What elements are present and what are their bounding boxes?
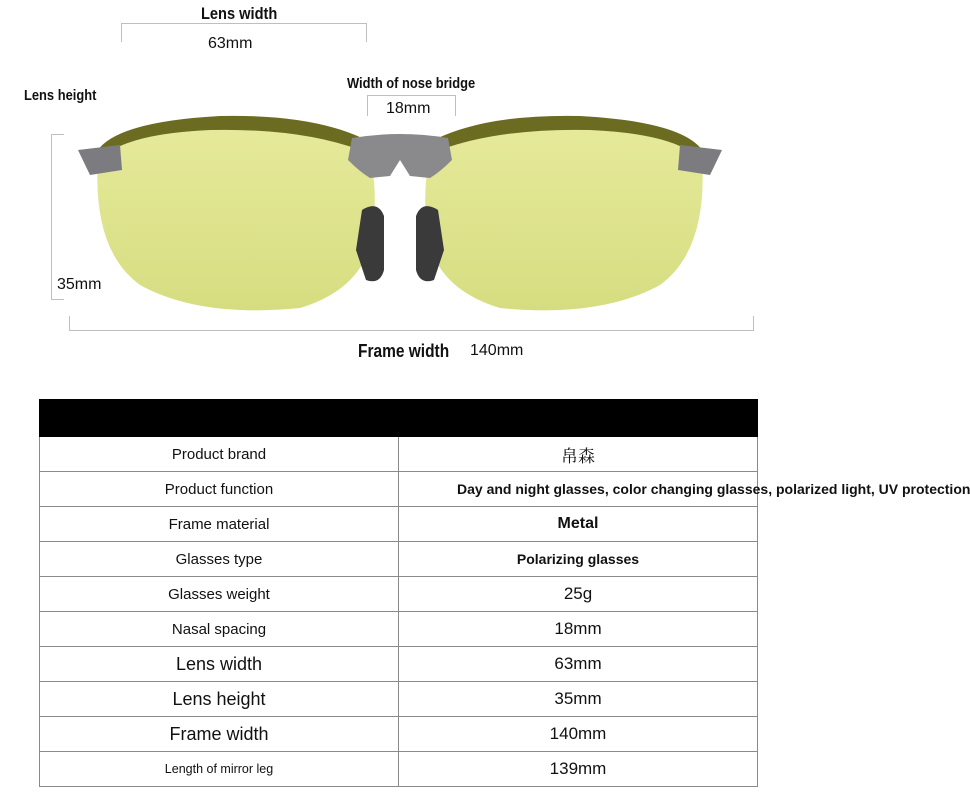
row-label-lens-height: Lens height: [40, 682, 399, 717]
row-value-mirror-leg-length: 139mm: [399, 752, 758, 787]
row-label-lens-width: Lens width: [40, 647, 399, 682]
specification-table: [39, 399, 970, 787]
row-label-product-brand: Product brand: [40, 437, 399, 472]
nose-bridge: [348, 134, 452, 178]
table-header-bar: [40, 400, 758, 437]
row-value-frame-material: Metal: [399, 507, 758, 542]
row-value-product-function: Day and night glasses, color changing glasses, polarized light, UV protection: [399, 472, 758, 507]
row-label-mirror-leg-length: Length of mirror leg: [40, 752, 399, 787]
right-lens: [425, 122, 702, 311]
row-value-lens-width: 63mm: [399, 647, 758, 682]
frame-width-title: Frame width: [358, 341, 450, 361]
row-value-glasses-weight: 25g: [399, 577, 758, 612]
left-lens: [97, 122, 374, 311]
row-label-nasal-spacing: Nasal spacing: [40, 612, 399, 647]
row-value-nasal-spacing: 18mm: [399, 612, 758, 647]
right-hinge: [678, 145, 722, 175]
table-row: [40, 647, 758, 682]
left-hinge: [78, 145, 122, 175]
lens-height-value: 35mm: [57, 276, 102, 293]
row-label-glasses-weight: Glasses weight: [40, 577, 399, 612]
lens-height-title: Lens height: [24, 87, 97, 104]
lens-width-title: Lens width: [201, 4, 278, 23]
row-value-lens-height: 35mm: [399, 682, 758, 717]
table-row: [40, 752, 758, 787]
frame-width-value: 140mm: [470, 342, 524, 359]
row-value-product-brand: 帛森: [399, 437, 758, 472]
row-label-glasses-type: Glasses type: [40, 542, 399, 577]
nose-bridge-value: 18mm: [386, 100, 431, 117]
row-label-product-function: Product function: [40, 472, 399, 507]
row-label-frame-width: Frame width: [40, 717, 399, 752]
table-row: [40, 542, 758, 577]
row-value-frame-width: 140mm: [399, 717, 758, 752]
header-bar-cell: [40, 400, 758, 437]
table-row: [40, 437, 758, 472]
row-label-frame-material: Frame material: [40, 507, 399, 542]
row-value-glasses-type: Polarizing glasses: [399, 542, 758, 577]
table-row: [40, 717, 758, 752]
table-row: [40, 612, 758, 647]
table-row: [40, 507, 758, 542]
lens-width-value: 63mm: [208, 35, 253, 52]
nose-bridge-title: Width of nose bridge: [347, 75, 476, 92]
table-row: [40, 577, 758, 612]
table-row: [40, 472, 758, 507]
sunglasses-illustration: [0, 0, 800, 400]
table-row: [40, 682, 758, 717]
